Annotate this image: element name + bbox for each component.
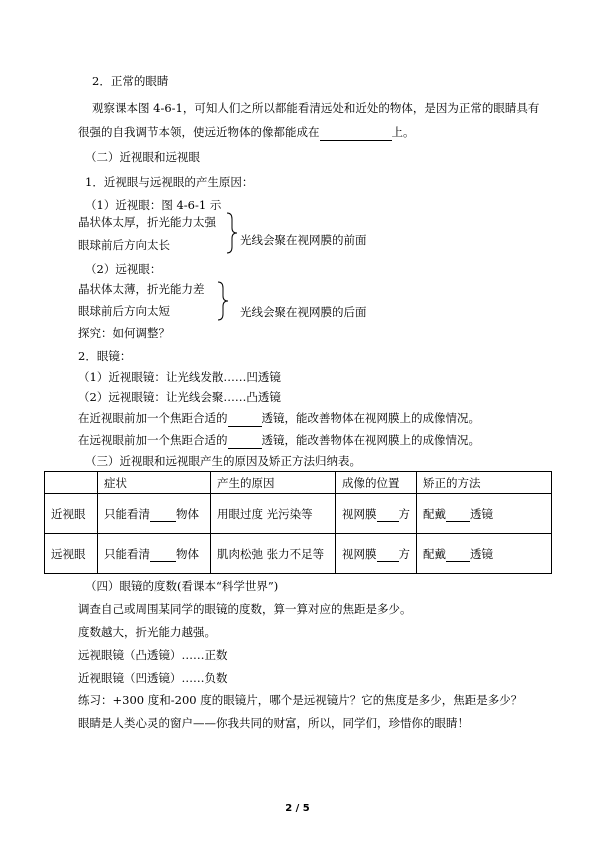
hyperopia-cause-1: 晶状体太薄，折光能力差	[78, 282, 205, 296]
causes-title: 1．近视眼与远视眼的产生原因：	[85, 175, 254, 189]
fill-text: 在远视眼前加一个焦距合适的	[78, 433, 228, 447]
glasses-power-text-4: 近视眼镜（凹透镜）……负数	[78, 671, 228, 685]
fill-text: 透镜，能改善物体在视网膜上的成像情况。	[261, 411, 480, 425]
explore-text: 探究：如何调整？	[78, 326, 170, 340]
position-cell	[336, 494, 417, 534]
fill-blank[interactable]	[150, 547, 176, 562]
position-cell	[336, 534, 417, 574]
fill-text: 在近视眼前加一个焦距合适的	[78, 411, 228, 425]
myopia-cause-1: 晶状体太厚，折光能力太强	[78, 215, 216, 229]
hyperopia-title: （2）远视眼：	[85, 262, 162, 276]
table-header-cell: 症状	[98, 472, 211, 494]
glasses-power-text-3: 远视眼镜（凸透镜）……正数	[78, 648, 228, 662]
symptom-cell	[98, 534, 211, 574]
cell-text: 只能看清	[104, 506, 150, 521]
glasses-power-text-1: 调查自己或周围某同学的眼镜的度数，算一算对应的焦距是多少。	[78, 602, 412, 616]
glasses-title: 2．眼镜：	[78, 349, 132, 363]
row-name: 远视眼	[45, 534, 98, 574]
row-name: 近视眼	[45, 494, 98, 534]
myopia-cause-2: 眼球前后方向太长	[78, 238, 170, 252]
summary-table	[44, 471, 552, 574]
paragraph-normal-eye-line2	[78, 124, 415, 141]
table-header-cell	[45, 472, 98, 494]
paragraph-text: 上。	[391, 125, 415, 139]
table-header-cell: 矫正的方法	[417, 472, 552, 494]
table-row	[45, 494, 552, 534]
fill-blank[interactable]	[377, 507, 399, 522]
table-header-cell: 产生的原因	[211, 472, 336, 494]
cause-cell: 肌肉松弛 张力不足等	[211, 534, 336, 574]
table-header-row	[45, 472, 552, 494]
cell-text: 物体	[176, 546, 199, 561]
fill-text: 透镜，能改善物体在视网膜上的成像情况。	[261, 433, 480, 447]
cell-text: 透镜	[470, 546, 493, 561]
glasses-item-1: （1）近视眼镜：让光线发散……凹透镜	[78, 370, 281, 384]
cell-text: 视网膜	[342, 546, 377, 561]
fix-cell	[417, 534, 552, 574]
exercise-text: 练习：+300 度和-200 度的眼镜片，哪个是远视镜片？它的焦度是多少，焦距是多少？	[78, 693, 523, 707]
fill-blank[interactable]	[228, 410, 262, 427]
fill-line-1	[78, 410, 480, 427]
table-row	[45, 534, 552, 574]
cell-text: 视网膜	[342, 506, 377, 521]
symptom-cell	[98, 494, 211, 534]
section-normal-eye-title: 2．正常的眼睛	[92, 74, 169, 88]
closing-text: 眼睛是人类心灵的窗户——你我共同的财富，所以，同学们，珍惜你的眼睛！	[78, 716, 469, 730]
cell-text: 只能看清	[104, 546, 150, 561]
fill-blank[interactable]	[320, 124, 392, 141]
fix-cell	[417, 494, 552, 534]
section-myopia-hyperopia-title: （二）近视眼和远视眼	[85, 150, 200, 164]
glasses-item-2: （2）远视眼镜：让光线会聚……凸透镜	[78, 390, 281, 404]
paragraph-text: 很强的自我调节本领，使远近物体的像都能成在	[78, 125, 320, 139]
fill-line-2	[78, 432, 480, 449]
fill-blank[interactable]	[150, 507, 176, 522]
section-glasses-power-title: （四）眼镜的度数(看课本“科学世界”)	[85, 579, 279, 593]
hyperopia-cause-2: 眼球前后方向太短	[78, 304, 170, 318]
fill-blank[interactable]	[377, 547, 399, 562]
paragraph-normal-eye-line1: 观察课本图 4-6-1，可知人们之所以都能看清远处和近处的物体，是因为正常的眼睛具有	[92, 101, 540, 115]
cell-text: 配戴	[423, 546, 446, 561]
page-number: 2 / 5	[285, 803, 310, 814]
fill-blank[interactable]	[446, 547, 470, 562]
summary-table-title: （三）近视眼和远视眼产生的原因及矫正方法归纳表。	[85, 454, 361, 468]
fill-blank[interactable]	[228, 432, 262, 449]
fill-blank[interactable]	[446, 507, 470, 522]
table-header-cell: 成像的位置	[336, 472, 417, 494]
cell-text: 方	[398, 546, 410, 561]
cause-cell: 用眼过度 光污染等	[211, 494, 336, 534]
cell-text: 配戴	[423, 506, 446, 521]
hyperopia-result: 光线会聚在视网膜的后面	[240, 305, 367, 319]
cell-text: 物体	[176, 506, 199, 521]
brace-icon	[226, 212, 238, 254]
cell-text: 方	[398, 506, 410, 521]
myopia-result: 光线会聚在视网膜的前面	[240, 233, 367, 247]
cell-text: 透镜	[470, 506, 493, 521]
brace-icon	[217, 281, 229, 321]
glasses-power-text-2: 度数越大，折光能力越强。	[78, 625, 216, 639]
myopia-title: （1）近视眼：图 4-6-1 示	[85, 198, 222, 212]
